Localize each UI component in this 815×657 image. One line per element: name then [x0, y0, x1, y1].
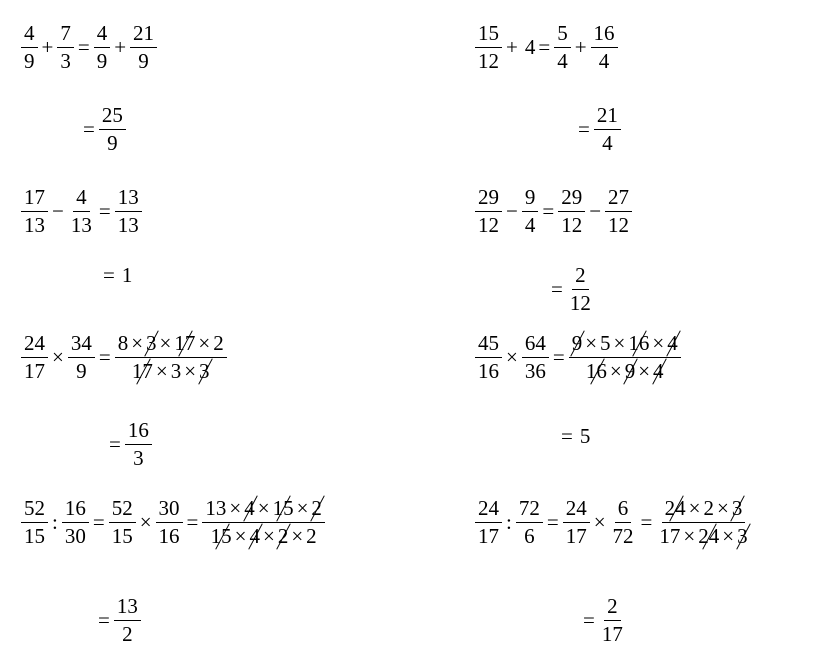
numerator: 4 [94, 23, 111, 48]
numerator: 7 [57, 23, 74, 48]
answer-line [80, 105, 127, 154]
numerator: 13 [115, 187, 142, 212]
operator: × [257, 496, 270, 520]
denominator: 9 [107, 131, 118, 155]
fraction [68, 187, 95, 236]
equation-line [474, 23, 619, 72]
operator: = [542, 199, 555, 223]
operator: × [139, 510, 152, 534]
equation-line [474, 333, 682, 382]
operator: = [561, 424, 573, 448]
answer-line [100, 265, 132, 286]
operator: = [578, 117, 590, 141]
denominator: 3 [133, 446, 144, 470]
denominator: 9 [76, 359, 87, 383]
operator: × [234, 524, 247, 548]
fraction [554, 23, 571, 72]
numerator: 25 [99, 105, 126, 130]
fraction [475, 23, 502, 72]
denominator: 17 [24, 359, 45, 383]
fraction [475, 187, 502, 236]
operator: : [52, 510, 58, 534]
cancelled-factor: 3 [737, 524, 748, 548]
cancel-fraction [656, 498, 750, 547]
numerator: 21 [130, 23, 157, 48]
denominator: 30 [64, 524, 86, 548]
numerator: 34 [68, 333, 95, 358]
denominator: 4 [557, 49, 568, 73]
factor: 17 [659, 524, 681, 548]
fraction [522, 187, 539, 236]
operator: = [583, 608, 595, 632]
operator: : [506, 510, 512, 534]
cancelled-factor: 17 [174, 331, 196, 355]
operator: = [103, 263, 115, 287]
numerator: 5 [554, 23, 571, 48]
fraction [115, 187, 142, 236]
factor: 13 [205, 496, 227, 520]
cancelled-factor: 2 [311, 496, 322, 520]
denominator: 36 [524, 359, 546, 383]
denominator [208, 523, 320, 547]
factor: 2 [703, 496, 714, 520]
operator: = [538, 35, 551, 59]
operator: × [613, 331, 626, 355]
answer-line [106, 420, 153, 469]
denominator: 13 [24, 213, 45, 237]
fraction [605, 187, 632, 236]
fraction [57, 23, 74, 72]
denominator: 4 [602, 131, 613, 155]
operator: = [109, 432, 121, 456]
fraction [109, 498, 136, 547]
denominator: 3 [60, 49, 71, 73]
denominator: 12 [569, 291, 591, 315]
fraction [21, 498, 48, 547]
fraction [475, 498, 502, 547]
equation-line [20, 187, 143, 236]
denominator: 17 [601, 622, 623, 646]
denominator: 4 [524, 213, 536, 237]
operator: + [506, 35, 518, 59]
denominator: 6 [524, 524, 535, 548]
operator: + [114, 35, 127, 59]
operator: × [688, 496, 701, 520]
operator: × [262, 524, 275, 548]
fraction [591, 23, 618, 72]
denominator: 12 [478, 49, 499, 73]
fraction [516, 498, 543, 547]
denominator: 12 [608, 213, 630, 237]
answer-line [558, 426, 590, 447]
fraction [114, 596, 141, 645]
operator: × [184, 359, 197, 383]
denominator [583, 358, 667, 382]
answer-line [580, 596, 627, 645]
operator: = [98, 608, 110, 632]
numerator: 27 [605, 187, 632, 212]
operator: = [98, 199, 111, 223]
operator: × [683, 524, 696, 548]
cancelled-factor: 15 [272, 496, 294, 520]
cancelled-factor: 4 [244, 496, 255, 520]
cancelled-factor: 3 [199, 359, 210, 383]
numerator: 4 [21, 23, 38, 48]
operator: × [638, 359, 651, 383]
numerator: 45 [475, 333, 502, 358]
denominator: 4 [598, 49, 610, 73]
denominator: 17 [565, 524, 587, 548]
denominator: 2 [122, 622, 133, 646]
answer-line [548, 265, 595, 314]
cancelled-factor: 3 [146, 331, 157, 355]
cancelled-factor: 4 [249, 524, 260, 548]
denominator: 9 [96, 49, 108, 73]
equation-line [20, 498, 326, 547]
operator: × [159, 331, 172, 355]
fraction [563, 498, 590, 547]
operator: × [716, 496, 729, 520]
fraction [594, 105, 621, 154]
numerator: 21 [594, 105, 621, 130]
numerator: 2 [572, 265, 589, 290]
numerator: 4 [73, 187, 90, 212]
operator: = [551, 277, 563, 301]
operator: = [546, 510, 559, 534]
denominator: 13 [70, 213, 92, 237]
operator: × [506, 345, 518, 369]
answer-line [95, 596, 142, 645]
numerator: 52 [109, 498, 136, 523]
numerator: 16 [125, 420, 152, 445]
cancelled-factor: 4 [667, 331, 678, 355]
result-number: 5 [579, 424, 591, 448]
numerator: 29 [475, 187, 502, 212]
operator: × [296, 496, 309, 520]
operator: + [41, 35, 54, 59]
fraction [68, 333, 95, 382]
operator: × [652, 331, 665, 355]
cancelled-factor: 9 [624, 359, 636, 383]
numerator: 17 [21, 187, 48, 212]
operator: × [198, 331, 211, 355]
operator: × [585, 331, 598, 355]
numerator: 52 [21, 498, 48, 523]
factor: 2 [213, 331, 224, 355]
cancel-fraction [115, 333, 227, 382]
cancelled-factor: 9 [571, 331, 583, 355]
operator: − [506, 199, 518, 223]
numerator: 24 [21, 333, 48, 358]
denominator: 9 [24, 49, 35, 73]
equation-line [20, 23, 158, 72]
denominator: 72 [612, 524, 634, 548]
cancelled-factor: 16 [585, 359, 607, 383]
denominator: 12 [478, 213, 499, 237]
cancelled-factor: 3 [731, 496, 743, 520]
numerator: 16 [591, 23, 618, 48]
factor: 5 [600, 331, 611, 355]
numerator: 72 [516, 498, 543, 523]
cancelled-factor: 24 [698, 524, 720, 548]
factor: 3 [170, 359, 182, 383]
numerator: 2 [604, 596, 621, 621]
operator: = [83, 117, 95, 141]
denominator: 17 [478, 524, 499, 548]
operator: × [593, 510, 606, 534]
operator: = [92, 510, 105, 534]
answer-line [575, 105, 622, 154]
denominator [656, 523, 750, 547]
cancelled-factor: 17 [131, 359, 153, 383]
operator: = [186, 510, 199, 534]
numerator: 13 [114, 596, 141, 621]
fraction [94, 23, 111, 72]
factor: 8 [117, 331, 129, 355]
operator: = [77, 35, 90, 59]
denominator: 9 [138, 49, 149, 73]
denominator: 16 [158, 524, 180, 548]
denominator [129, 358, 213, 382]
cancelled-factor: 15 [210, 524, 232, 548]
fraction [62, 498, 89, 547]
numerator: 24 [563, 498, 590, 523]
denominator: 15 [111, 524, 133, 548]
fraction [125, 420, 152, 469]
factor: 2 [306, 524, 317, 548]
numerator: 16 [62, 498, 89, 523]
operator: − [52, 199, 64, 223]
cancelled-factor: 16 [628, 331, 650, 355]
numerator [662, 498, 746, 523]
numerator: 6 [615, 498, 632, 523]
fraction [599, 596, 626, 645]
cancelled-factor: 24 [664, 496, 686, 520]
equation-line [474, 498, 752, 547]
numerator: 29 [558, 187, 585, 212]
denominator: 16 [478, 359, 499, 383]
operator: = [552, 345, 565, 369]
operator: × [155, 359, 168, 383]
equation-line [20, 333, 228, 382]
fraction [558, 187, 585, 236]
numerator [202, 498, 325, 523]
operator: − [589, 199, 602, 223]
numerator: 24 [475, 498, 502, 523]
operator: × [722, 524, 735, 548]
fraction [567, 265, 594, 314]
cancel-fraction [569, 333, 681, 382]
fraction [475, 333, 502, 382]
operator: = [640, 510, 653, 534]
equation-line [474, 187, 633, 236]
operator: + [574, 35, 587, 59]
operator: × [291, 524, 304, 548]
numerator [569, 333, 681, 358]
fraction [130, 23, 157, 72]
fraction [522, 333, 549, 382]
fraction [156, 498, 183, 547]
operator: × [131, 331, 144, 355]
fraction [610, 498, 637, 547]
fraction [99, 105, 126, 154]
numerator: 9 [522, 187, 539, 212]
cancelled-factor: 4 [653, 359, 664, 383]
fraction [21, 187, 48, 236]
operator: = [98, 345, 111, 369]
denominator: 13 [117, 213, 139, 237]
operator: × [52, 345, 64, 369]
result-number: 1 [121, 263, 133, 287]
cancel-fraction [202, 498, 325, 547]
numerator: 30 [156, 498, 183, 523]
fraction [21, 23, 38, 72]
denominator: 12 [561, 213, 583, 237]
numerator: 64 [522, 333, 549, 358]
fraction [21, 333, 48, 382]
operator: × [609, 359, 622, 383]
numerator [115, 333, 227, 358]
numerator: 15 [475, 23, 502, 48]
operator: × [229, 496, 242, 520]
result-number: 4 [524, 35, 536, 59]
denominator: 15 [24, 524, 45, 548]
cancelled-factor: 2 [277, 524, 289, 548]
